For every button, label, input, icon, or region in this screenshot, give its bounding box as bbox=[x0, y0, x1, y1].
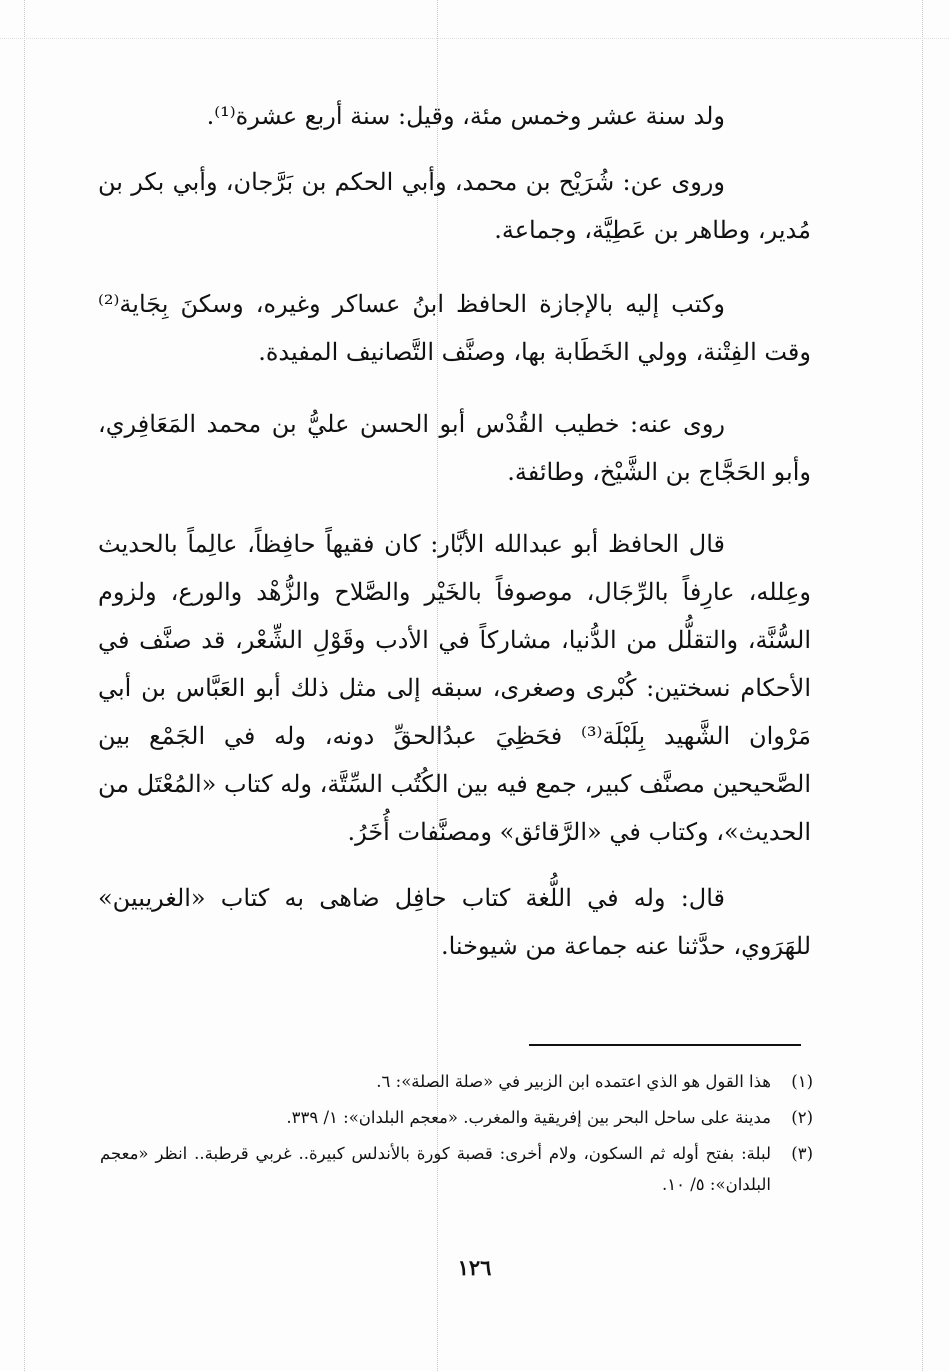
footnote-text: مدينة على ساحل البحر بين إفريقية والمغرب. «معجم البلدان»: ١/ ٣٣٩. bbox=[286, 1108, 771, 1127]
paragraph: وكتب إليه بالإجازة الحافظ ابنُ عساكر وغيره، وسكنَ بِجَاية⁽²⁾ وقت الفِتْنة، وولي الخَطَابة بها، وصنَّف التَّصانيف المفيدة. bbox=[98, 290, 811, 366]
paragraph: روى عنه: خطيب القُدْس أبو الحسن عليُّ بن محمد المَعَافِري، وأبو الحَجَّاج بن الشَّيْخ، وطائفة. bbox=[98, 410, 811, 486]
scan-guide-line bbox=[922, 0, 923, 1371]
footnote-separator bbox=[529, 1044, 801, 1046]
scan-guide-line bbox=[24, 0, 25, 1371]
footnote bbox=[100, 1102, 813, 1133]
footnotes bbox=[100, 1066, 813, 1205]
footnote-text: هذا القول هو الذي اعتمده ابن الزبير في «صلة الصلة»: ٦. bbox=[376, 1072, 771, 1091]
paragraph: قال: وله في اللُّغة كتاب حافِل ضاهى به كتاب «الغريبين» للهَرَوي، حدَّثنا عنه جماعة من شيوخنا. bbox=[98, 884, 811, 960]
main-text bbox=[98, 92, 811, 970]
footnote-number: (١) bbox=[791, 1072, 813, 1091]
footnote-text: لبلة: بفتح أوله ثم السكون، ولام أخرى: قصبة كورة بالأندلس كبيرة.. غربي قرطبة.. انظر «معجم البلدان»: ٥/ ١٠. bbox=[100, 1144, 771, 1194]
scan-guide-line bbox=[0, 38, 949, 39]
footnote-number: (٢) bbox=[791, 1108, 813, 1127]
paragraph: ولد سنة عشر وخمس مئة، وقيل: سنة أربع عشرة⁽¹⁾. bbox=[206, 102, 725, 130]
page-number: ١٢٦ bbox=[457, 1255, 492, 1280]
paragraph: قال الحافظ أبو عبدالله الأبَّار: كان فقيهاً حافِظاً، عالِماً بالحديث وعِلله، عارِفاً بالرِّجَال، موصوفاً بالخَيْر والصَّلاح والزُّهْد والورع، ولزوم السُّنَّة، والتقلُّل من الدُّنيا، مشاركاً في الأدب وقَوْلِ الشِّعْر، قد صنَّف في الأحكام نسختين: كُبْرى وصغرى، سبقه إلى مثل ذلك أبو العَبَّاس بن أبي مَرْوان الشَّهيد بِلَبْلَة⁽³⁾ فحَظِيَ عبدُالحقِّ دونه، وله في الجَمْع بين الصَّحيحين مصنَّف كبير، جمع فيه بين الكُتُب السِّتَّة، وله كتاب «المُعْتَل من الحديث»، وكتاب في «الرَّقائق» ومصنَّفات أُخَرُ. bbox=[98, 530, 811, 846]
footnote-number: (٣) bbox=[791, 1144, 813, 1163]
footnote bbox=[100, 1138, 813, 1200]
paragraph: وروى عن: شُرَيْح بن محمد، وأبي الحكم بن بَرَّجان، وأبي بكر بن مُدير، وطاهر بن عَطِيَّة، وجماعة. bbox=[98, 168, 811, 244]
footnote bbox=[100, 1066, 813, 1097]
